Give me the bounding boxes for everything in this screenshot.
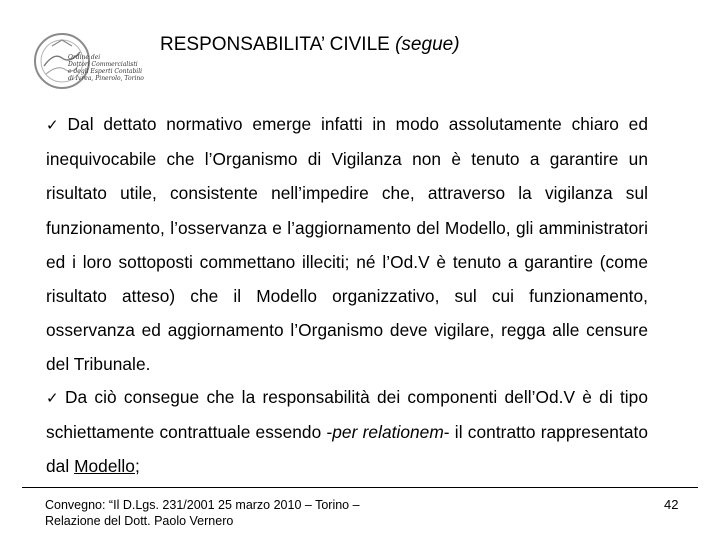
logo-line: di Ivrea, Pinerolo, Torino — [68, 75, 144, 82]
footer-line-2: Relazione del Dott. Paolo Vernero — [45, 514, 234, 528]
footer-caption — [45, 497, 360, 529]
page-number: 42 — [664, 497, 679, 512]
paragraph-2-start: Da ciò consegue che la responsabilità dei componenti dell’Od.V è di tipo schiettamente contrattuale essendo - — [46, 387, 649, 443]
order-logo — [32, 18, 150, 104]
slide-title — [160, 34, 580, 56]
paragraph-2-mid: - il contratto rappresentato dal — [46, 422, 648, 477]
paragraph-2-end: ; — [134, 456, 140, 477]
footer-line-1: Convegno: “Il D.Lgs. 231/2001 25 marzo 2010 – Torino – — [45, 498, 360, 512]
logo-line: e degli Esperti Contabili — [68, 68, 143, 75]
logo-line: Dottori Commercialisti — [68, 61, 138, 68]
bullet-paragraph-2 — [46, 380, 648, 484]
checkmark-icon: ✓ — [46, 389, 61, 407]
checkmark-icon: ✓ — [46, 116, 64, 134]
logo-text — [68, 54, 152, 82]
bullet-paragraph-1 — [46, 107, 648, 382]
slide-title-text: RESPONSABILITA’ CIVILE — [160, 34, 390, 55]
paragraph-2-italic: per relationem — [332, 422, 444, 443]
slide-title-suffix: (segue) — [395, 34, 460, 55]
footer-divider — [22, 487, 698, 488]
logo-line: Ordine dei — [68, 54, 101, 61]
paragraph-1-text: Dal dettato normativo emerge infatti in modo assolutamente chiaro ed inequivocabile che l’Organismo di Vigilanza non è tenuto a garantire un risultato utile, consistente nell’impedire che, attraverso la vigilanza sul funzionamento, l’osservanza e l’aggiornamento del Modello, gli amministratori ed i loro sottoposti commettano illeciti; né l’Od.V è tenuto a garantire (come risultato atteso) che il Modello organizzativo, sul cui funzionamento, osservanza ed aggiornamento l’Organismo deve vigilare, regga alle censure del Tribunale. — [46, 114, 649, 375]
paragraph-2-underlined: Modello — [74, 456, 135, 477]
